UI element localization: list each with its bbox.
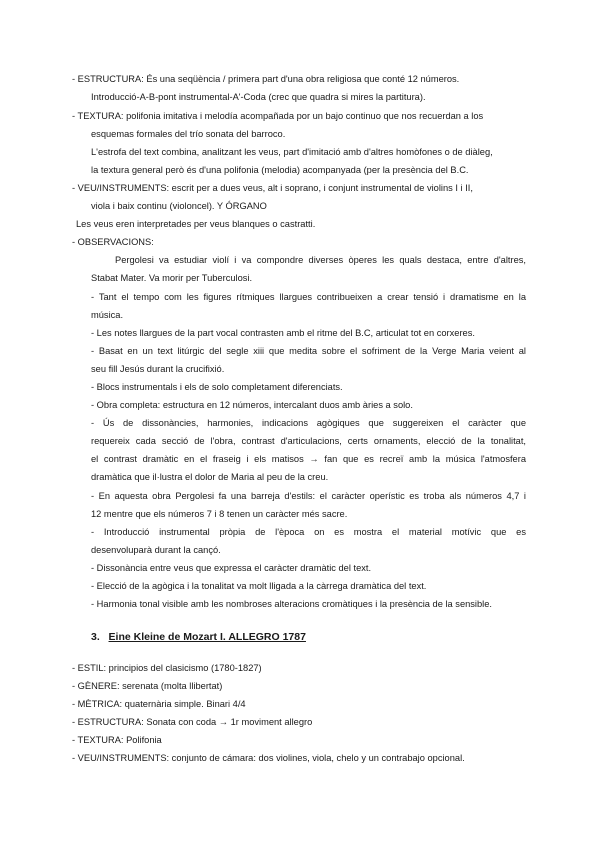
obs-p1-line-2: Stabat Mater. Va morir per Tuberculosi.: [91, 273, 253, 283]
section-number: 3.: [91, 631, 100, 643]
obs-p4-line-1: - Basat en un text litúrgic del segle xiii que medita sobre el sofriment de la Verge Maria veient al: [91, 346, 526, 356]
obs-p12: - Harmonia tonal visible amb les nombroses alteracions cromàtiques i la presència de la sensible.: [91, 599, 492, 609]
obs-p2-line-2: música.: [91, 310, 124, 320]
obs-p6: - Obra completa: estructura en 12 números, intercalant duos amb àries a solo.: [91, 400, 413, 410]
veu-line-2: viola i baix continu (violoncel). Y ÓRGANO: [91, 201, 267, 211]
textura-line-1: - TEXTURA: polifonia imitativa i melodía acompañada por un bajo continuo que nos recuerdan a los: [72, 111, 484, 121]
obs-p4-line-2: seu fill Jesús durant la crucifixió.: [91, 364, 225, 374]
obs-p1-line-1: Pergolesi va estudiar violí i va compondre diverses òperes les quals destaca, entre d'altres,: [115, 255, 526, 265]
obs-p8-line-1: - En aquesta obra Pergolesi fa una barreja d'estils: el caràcter operístic es troba als números 4,7 i: [91, 491, 526, 501]
obs-p9-line-1: - Introducció instrumental pròpia de l'època on es mostra el material motívic que es: [91, 527, 526, 537]
textura-line-4: la textura general però és d'una polifonia (melodia) acompanyada (per la presència del B.C.: [91, 165, 469, 175]
obs-p10: - Dissonància entre veus que expressa el caràcter dramàtic del text.: [91, 563, 372, 573]
list-item-metrica: - MÈTRICA: quaternària simple. Binari 4/4: [72, 699, 246, 709]
veu-line-1: - VEU/INSTRUMENTS: escrit per a dues veus, alt i soprano, i conjunt instrumental de violins I i II,: [72, 183, 473, 193]
obs-p7-line-1: - Ús de dissonàncies, harmonies, indicacions agògiques que suggereixen el caràcter que: [91, 418, 526, 428]
obs-p8-line-2: 12 mentre que els números 7 i 8 tenen un caràcter més sacre.: [91, 509, 348, 519]
obs-p3: - Les notes llargues de la part vocal contrasten amb el ritme del B.C, articulat tot en corxeres.: [91, 328, 475, 338]
list-item-textura: - TEXTURA: Polifonia: [72, 735, 162, 745]
obs-p7-line-2: requereix cada secció de l'obra, contrast d'articulacions, certs ornaments, elecció de la tonalitat,: [91, 436, 526, 446]
textura-line-3: L'estrofa del text combina, analitzant les veus, part d'imitació amb d'altres homòfones o de diàleg,: [91, 147, 493, 157]
section-heading: [91, 631, 306, 643]
obs-p7-line-3: el contrast dramàtic en el fraseig i els matisos → fan que es recreï amb la música l'atmosfera: [91, 454, 526, 464]
section-title: Eine Kleine de Mozart I. ALLEGRO 1787: [108, 631, 306, 643]
list-item-veu-instruments: - VEU/INSTRUMENTS: conjunto de cámara: dos violines, viola, chelo y un contrabajo opcional.: [72, 753, 465, 763]
textura-line-2: esquemas formales del trío sonata del barroco.: [91, 129, 286, 139]
list-item-genere: - GÈNERE: serenata (molta llibertat): [72, 681, 223, 691]
obs-p9-line-2: desenvoluparà durant la cançó.: [91, 545, 221, 555]
estructura-line-2: Introducció-A-B-pont instrumental-A'-Coda (crec que quadra si mires la partitura).: [91, 92, 426, 102]
obs-p7-line-4: dramàtica que il·lustra el dolor de Maria al peu de la creu.: [91, 472, 329, 482]
obs-p2-line-1: - Tant el tempo com les figures rítmiques llargues contribueixen a crear tensió i dramatisme en la: [91, 292, 526, 302]
list-item-estil: - ESTIL: principios del clasicismo (1780-1827): [72, 663, 262, 673]
obs-p11: - Elecció de la agògica i la tonalitat va molt lligada a la càrrega dramàtica del text.: [91, 581, 427, 591]
estructura-line-1: - ESTRUCTURA: És una seqüència / primera part d'una obra religiosa que conté 12 números.: [72, 74, 460, 84]
obs-p5: - Blocs instrumentals i els de solo completament diferenciats.: [91, 382, 343, 392]
veu-line-3: Les veus eren interpretades per veus blanques o castratti.: [76, 219, 316, 229]
list-item-estructura: - ESTRUCTURA: Sonata con coda → 1r moviment allegro: [72, 717, 313, 727]
observacions-title: - OBSERVACIONS:: [72, 237, 154, 247]
